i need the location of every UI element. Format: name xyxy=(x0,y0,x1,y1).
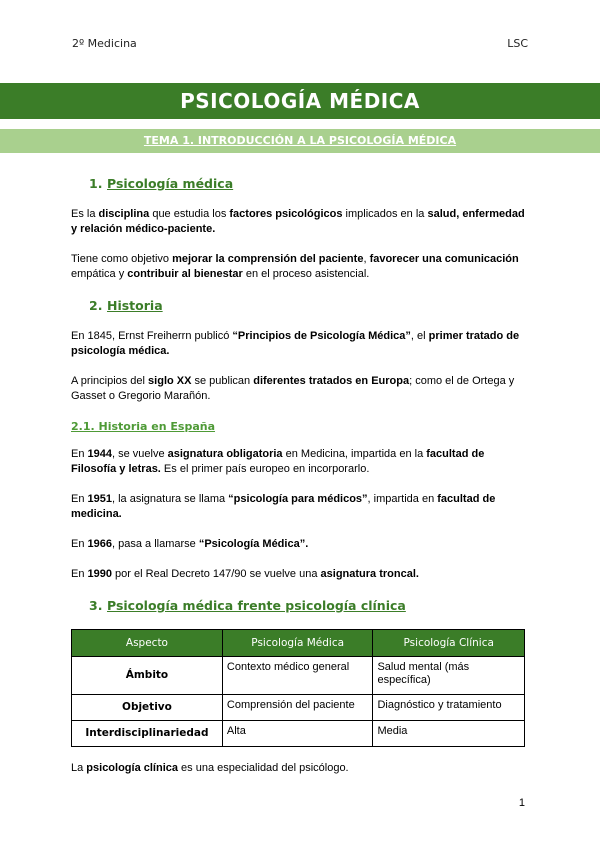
header-author: LSC xyxy=(507,37,528,50)
subsection-2-1-heading: 2.1. Historia en España xyxy=(71,420,216,433)
table-header-aspect: Aspecto xyxy=(72,630,223,657)
header-course: 2º Medicina xyxy=(72,37,137,50)
table-header-row xyxy=(72,630,525,657)
section-1-number: 1. xyxy=(89,176,103,191)
document-body xyxy=(71,175,531,791)
table-cell: Interdisciplinariedad xyxy=(72,721,223,747)
section-1-paragraph-1: Es la disciplina que estudia los factores psicológicos implicados en la salud, enfermedad y relación médico-paciente. xyxy=(71,208,525,235)
section-3-heading xyxy=(89,597,531,615)
history-spain-1951: En 1951, la asignatura se llama “psicología para médicos”, impartida en facultad de medicina. xyxy=(71,493,496,520)
section-1-title: Psicología médica xyxy=(107,176,234,191)
section-1-paragraph-2: Tiene como objetivo mejorar la comprensión del paciente, favorecer una comunicación empática y contribuir al bienestar en el proceso asistencial. xyxy=(71,253,519,280)
section-2-heading xyxy=(89,297,531,315)
section-3-number: 3. xyxy=(89,598,103,613)
table-cell: Diagnóstico y tratamiento xyxy=(373,695,525,721)
section-2-title: Historia xyxy=(107,298,163,313)
table-row xyxy=(72,657,525,695)
section-2-paragraph-1: En 1845, Ernst Freiherrn publicó “Principios de Psicología Médica”, el primer tratado de psicología médica. xyxy=(71,330,520,357)
table-cell: Objetivo xyxy=(72,695,223,721)
table-cell: Alta xyxy=(222,721,373,747)
section-1-heading xyxy=(89,175,531,193)
section-2-number: 2. xyxy=(89,298,103,313)
table-cell: Ámbito xyxy=(72,657,223,695)
history-spain-1990: En 1990 por el Real Decreto 147/90 se vuelve una asignatura troncal. xyxy=(71,568,419,580)
history-spain-1944: En 1944, se vuelve asignatura obligatoria en Medicina, impartida en la facultad de Filosofía y letras. Es el primer país europeo en incorporarlo. xyxy=(71,448,485,475)
table-cell: Salud mental (más específica) xyxy=(373,657,525,695)
document-title: PSICOLOGÍA MÉDICA xyxy=(0,83,600,119)
table-cell: Media xyxy=(373,721,525,747)
section-2-paragraph-2: A principios del siglo XX se publican diferentes tratados en Europa; como el de Ortega y Gasset o Gregorio Marañón. xyxy=(71,375,515,402)
table-cell: Comprensión del paciente xyxy=(222,695,373,721)
comparison-table xyxy=(71,629,525,747)
history-spain-1966: En 1966, pasa a llamarse “Psicología Médica”. xyxy=(71,538,309,550)
section-3-paragraph-1: La psicología clínica es una especialidad del psicólogo. xyxy=(71,762,349,774)
section-3-title: Psicología médica frente psicología clínica xyxy=(107,598,406,613)
table-row xyxy=(72,721,525,747)
table-row xyxy=(72,695,525,721)
table-cell: Contexto médico general xyxy=(222,657,373,695)
topic-subtitle: TEMA 1. INTRODUCCIÓN A LA PSICOLOGÍA MÉDICA xyxy=(0,129,600,153)
page-number: 1 xyxy=(518,797,525,809)
table-header-medical: Psicología Médica xyxy=(222,630,373,657)
table-header-clinical: Psicología Clínica xyxy=(373,630,525,657)
